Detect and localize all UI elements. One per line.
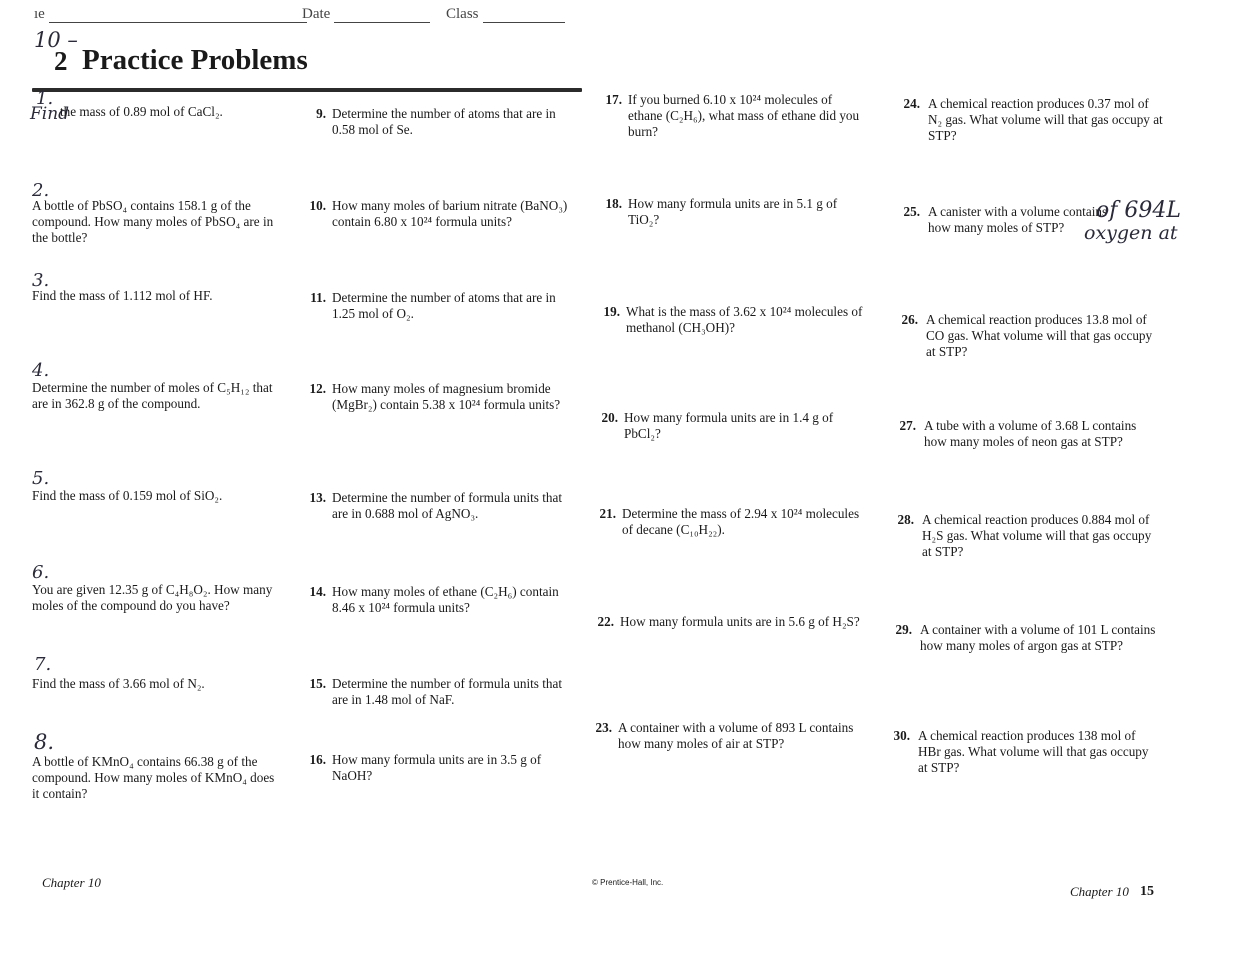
- handwritten-number-1: 1.: [36, 88, 54, 109]
- problem-number: 22.: [597, 614, 614, 629]
- problem-4: [32, 380, 282, 412]
- problem-16: [300, 752, 570, 784]
- problem-17: [596, 92, 868, 140]
- date-label: Date: [302, 6, 331, 22]
- problem-text: Determine the number of atoms that are in 0.58 mol of Se.: [332, 106, 556, 137]
- title-divider: [32, 88, 582, 92]
- problem-9: [300, 106, 570, 138]
- footer-chapter-left: Chapter 10: [42, 875, 101, 890]
- problem-text: Find the mass of 1.112 mol of HF.: [32, 288, 213, 303]
- handwritten-chapter-note: 10 –: [34, 28, 78, 52]
- problem-text: A container with a volume of 893 L contains how many moles of air at STP?: [618, 720, 854, 751]
- problem-number: 29.: [895, 622, 912, 637]
- problem-18: [596, 196, 868, 228]
- handwritten-number-5: 5.: [32, 468, 50, 489]
- problem-24: [894, 96, 1164, 144]
- problem-number: 9.: [316, 106, 326, 121]
- handwritten-number-3: 3.: [32, 270, 50, 291]
- problem-text: Determine the mass of 2.94 x 10²⁴ molecules of decane (C₁₀H₂₂).: [622, 506, 860, 537]
- problem-text: A bottle of KMnO₄ contains 66.38 g of the compound. How many moles of KMnO₄ does it contain?: [32, 754, 275, 801]
- problem-20: [592, 410, 864, 442]
- problem-27: [890, 418, 1160, 450]
- problem-1: [60, 104, 260, 120]
- problem-text: A canister with a volume contains how many moles of STP?: [928, 204, 1108, 235]
- problem-text: Find the mass of 0.159 mol of SiO₂.: [32, 488, 223, 503]
- problem-13: [300, 490, 570, 522]
- handwritten-note-oxygen: oxygen at: [1084, 222, 1178, 244]
- problem-28: [888, 512, 1158, 560]
- problem-number: 24.: [903, 96, 920, 111]
- problem-21: [590, 506, 862, 538]
- problem-12: [300, 381, 570, 413]
- section-number: 2: [54, 46, 68, 76]
- handwritten-number-6: 6.: [32, 562, 50, 583]
- problem-number: 15.: [309, 676, 326, 691]
- problem-text: Determine the number of atoms that are in 1.25 mol of O₂.: [332, 290, 556, 321]
- problem-10: [300, 198, 570, 230]
- problem-text: Determine the number of moles of C₅H₁₂ that are in 362.8 g of the compound.: [32, 380, 273, 411]
- problem-5: [32, 488, 282, 504]
- handwritten-number-2: 2.: [32, 180, 50, 201]
- problem-text: How many moles of ethane (C₂H₆) contain 8.46 x 10²⁴ formula units?: [332, 584, 559, 615]
- handwritten-number-8: 8.: [34, 730, 55, 754]
- problem-number: 26.: [901, 312, 918, 327]
- handwritten-note-volume: of 694L: [1096, 198, 1181, 223]
- problem-22: [588, 614, 860, 630]
- handwritten-number-7: 7.: [34, 654, 52, 675]
- page-title: Practice Problems: [82, 44, 308, 76]
- problem-text: Determine the number of formula units that are in 1.48 mol of NaF.: [332, 676, 562, 707]
- problem-3: [32, 288, 282, 304]
- problem-text: If you burned 6.10 x 10²⁴ molecules of ethane (C₂H₆), what mass of ethane did you burn?: [628, 92, 860, 139]
- problem-number: 16.: [309, 752, 326, 767]
- problem-text: Determine the number of formula units that are in 0.688 mol of AgNO₃.: [332, 490, 562, 521]
- problem-number: 21.: [599, 506, 616, 521]
- problem-text: Find the mass of 3.66 mol of N₂.: [32, 676, 205, 691]
- problem-text: How many formula units are in 5.1 g of TiO₂?: [628, 196, 838, 227]
- class-field: [446, 6, 565, 23]
- footer-publisher: © Prentice-Hall, Inc.: [592, 878, 664, 887]
- date-field: [302, 6, 430, 23]
- problem-number: 30.: [893, 728, 910, 743]
- problem-text: A chemical reaction produces 0.884 mol of H₂S gas. What volume will that gas occupy at STP?: [922, 512, 1152, 559]
- problem-number: 20.: [601, 410, 618, 425]
- problem-text: You are given 12.35 g of C₄H₈O₂. How many moles of the compound do you have?: [32, 582, 273, 613]
- problem-7: [32, 676, 282, 692]
- problem-number: 19.: [603, 304, 620, 319]
- problem-number: 18.: [605, 196, 622, 211]
- problem-number: 28.: [897, 512, 914, 527]
- problem-29: [886, 622, 1156, 654]
- problem-6: [32, 582, 282, 614]
- problem-text: the mass of 0.89 mol of CaCl₂.: [60, 104, 223, 119]
- problem-25: [894, 204, 1108, 236]
- problem-number: 10.: [309, 198, 326, 213]
- problem-15: [300, 676, 570, 708]
- problem-text: A chemical reaction produces 0.37 mol of N₂ gas. What volume will that gas occupy at STP?: [928, 96, 1163, 143]
- problem-26: [892, 312, 1162, 360]
- name-label: ıe: [34, 6, 45, 22]
- problem-2: [32, 198, 282, 246]
- class-label: Class: [446, 6, 479, 22]
- problem-number: 14.: [309, 584, 326, 599]
- problem-8: [32, 754, 282, 802]
- problem-number: 27.: [899, 418, 916, 433]
- problem-number: 13.: [309, 490, 326, 505]
- name-field: [34, 6, 307, 23]
- problem-text: A container with a volume of 101 L contains how many moles of argon gas at STP?: [920, 622, 1156, 653]
- problem-text: A chemical reaction produces 138 mol of HBr gas. What volume will that gas occupy at STP?: [918, 728, 1149, 775]
- problem-30: [884, 728, 1154, 776]
- problem-text: How many formula units are in 5.6 g of H₂S?: [620, 614, 860, 629]
- problem-number: 12.: [309, 381, 326, 396]
- problem-number: 17.: [605, 92, 622, 107]
- problem-text: How many moles of magnesium bromide (MgBr₂) contain 5.38 x 10²⁴ formula units?: [332, 381, 561, 412]
- handwritten-find: Find: [30, 104, 70, 124]
- problem-number: 25.: [903, 204, 920, 219]
- problem-text: A bottle of PbSO₄ contains 158.1 g of the compound. How many moles of PbSO₄ are in the bottle?: [32, 198, 274, 245]
- problem-23: [586, 720, 858, 752]
- problem-number: 11.: [310, 290, 326, 305]
- page-number: 15: [1140, 884, 1154, 899]
- footer-chapter-right: Chapter 10: [1070, 884, 1129, 899]
- problem-text: What is the mass of 3.62 x 10²⁴ molecules of methanol (CH₃OH)?: [626, 304, 863, 335]
- problem-text: How many moles of barium nitrate (BaNO₃) contain 6.80 x 10²⁴ formula units?: [332, 198, 568, 229]
- problem-text: How many formula units are in 3.5 g of NaOH?: [332, 752, 542, 783]
- problem-14: [300, 584, 570, 616]
- problem-number: 23.: [595, 720, 612, 735]
- problem-11: [300, 290, 570, 322]
- problem-19: [594, 304, 866, 336]
- problem-text: How many formula units are in 1.4 g of PbCl₂?: [624, 410, 834, 441]
- handwritten-number-4: 4.: [32, 360, 50, 381]
- problem-text: A chemical reaction produces 13.8 mol of CO gas. What volume will that gas occupy at STP?: [926, 312, 1153, 359]
- problem-text: A tube with a volume of 3.68 L contains how many moles of neon gas at STP?: [924, 418, 1137, 449]
